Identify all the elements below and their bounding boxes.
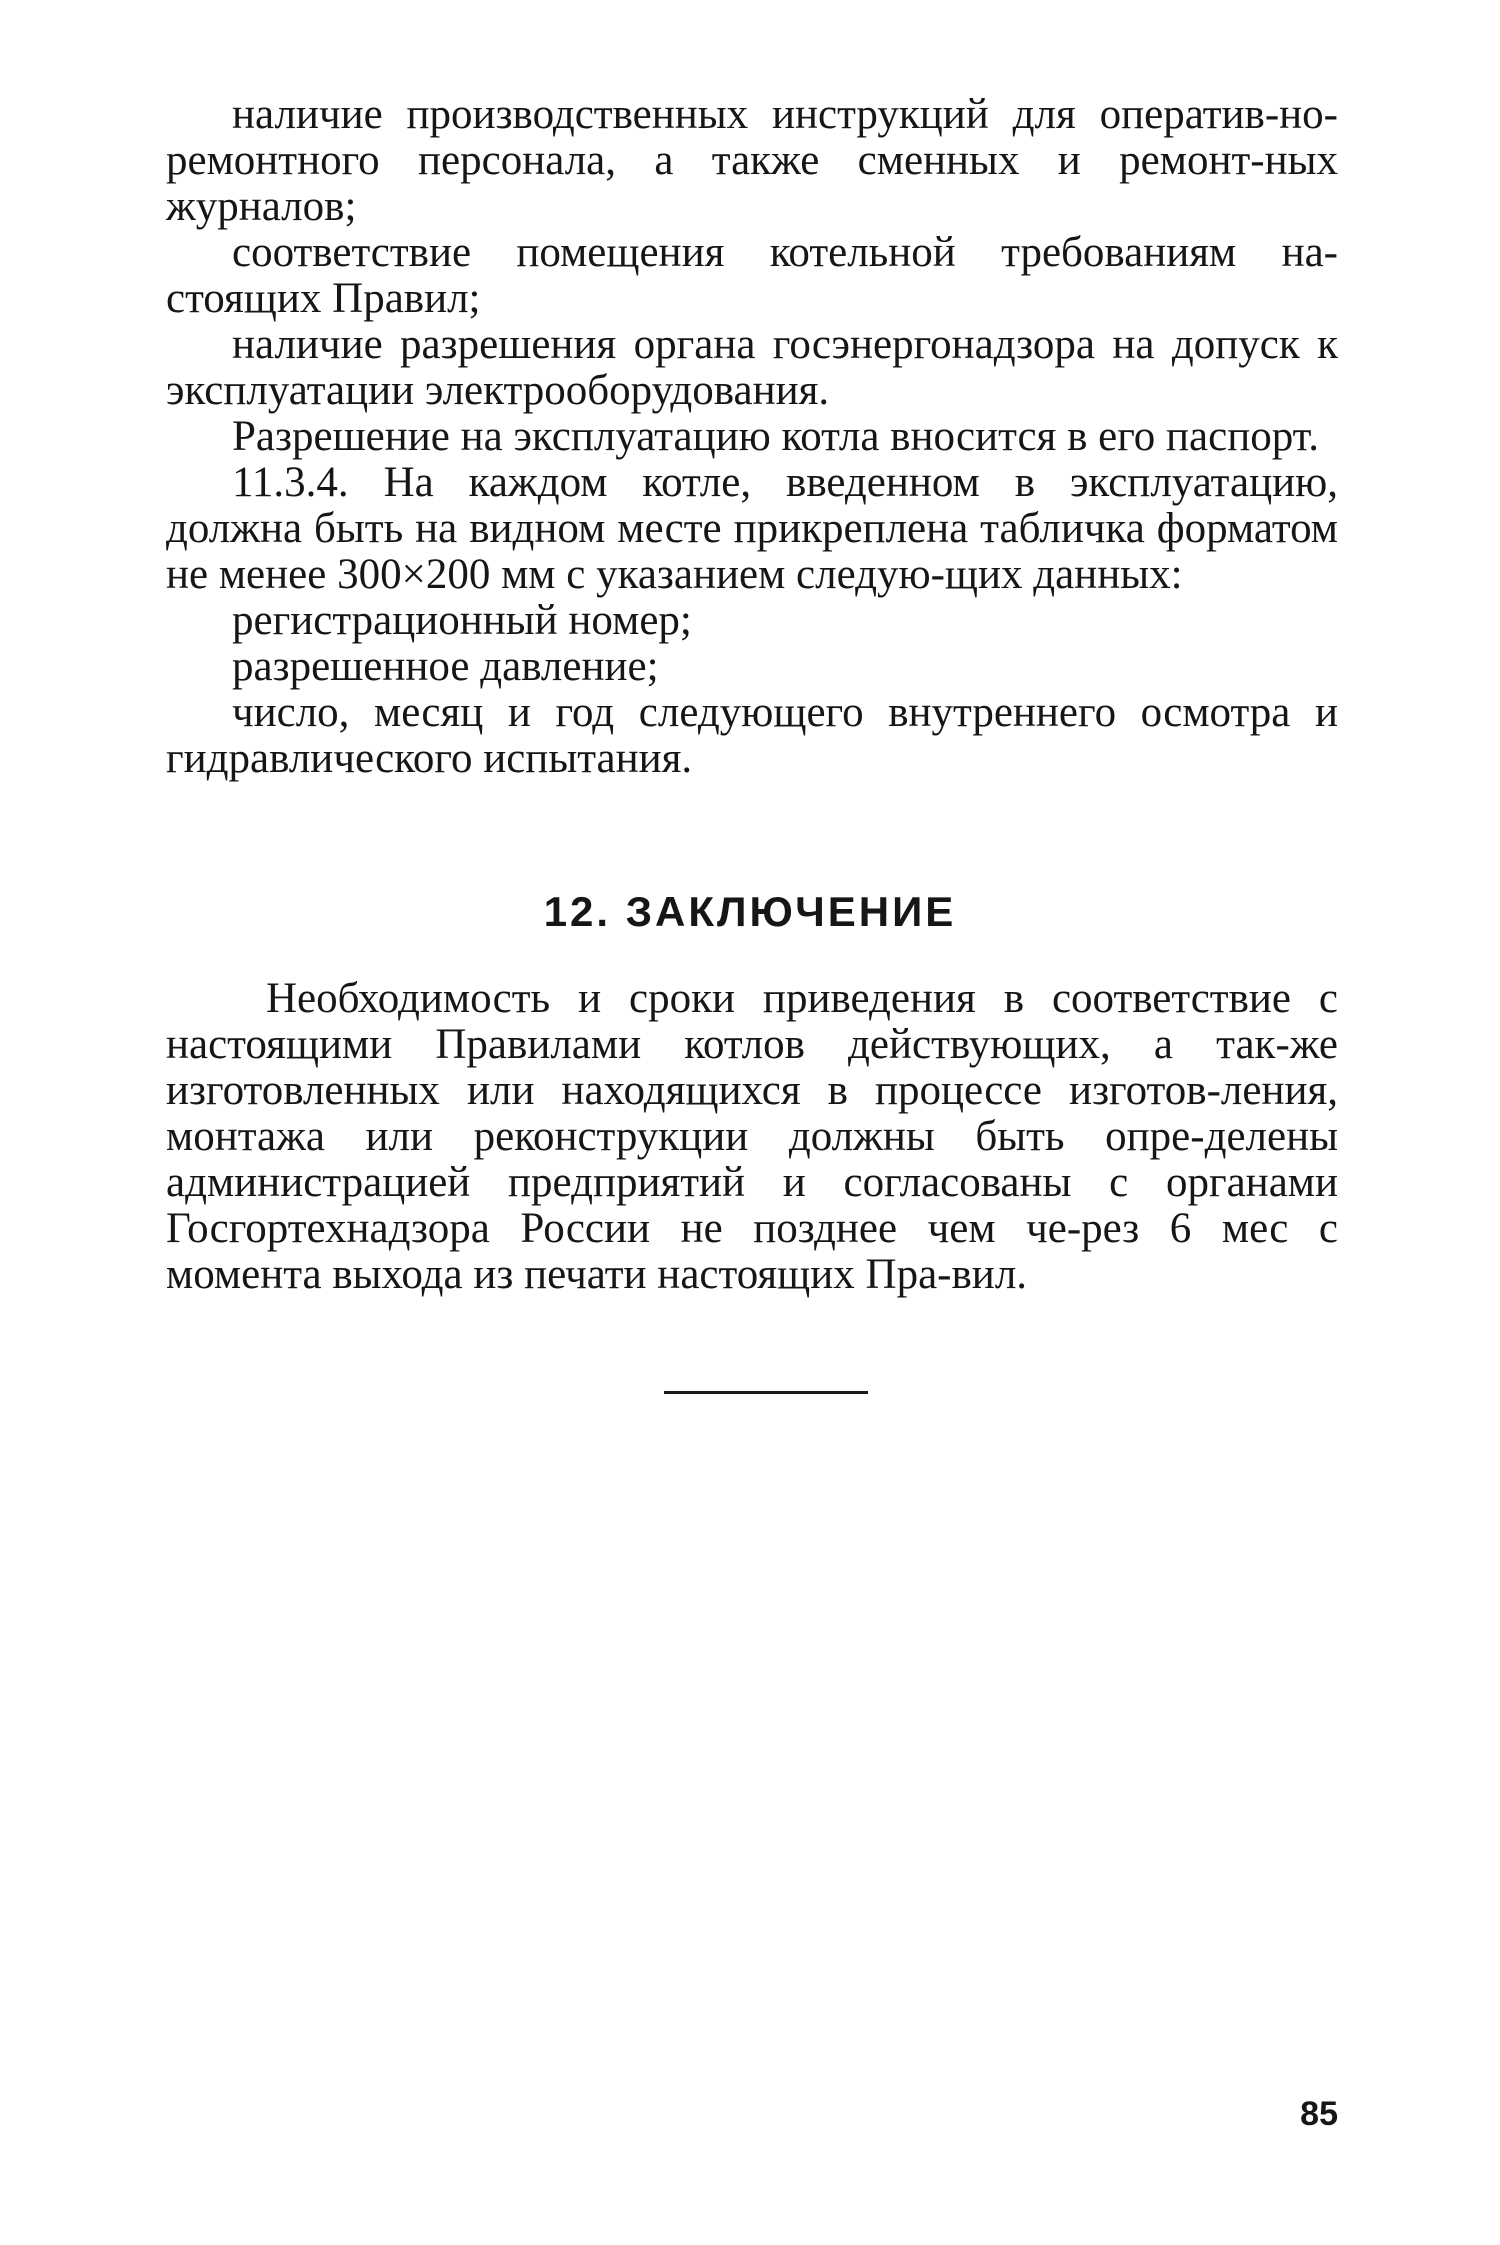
paragraph-permission: наличие разрешения органа госэнергонадзора на допуск к эксплуатации электрооборудования. [166,321,1338,414]
page-number: 85 [1300,2095,1338,2133]
section-heading: 12. ЗАКЛЮЧЕНИЕ [543,888,957,935]
list-item-allowed-pressure: разрешенное давление; [232,643,659,690]
paragraph-boiler-room: соответствие помещения котельной требованиям на-стоящих Правил; [166,229,1338,322]
end-divider [664,1391,868,1394]
conclusion-paragraph: Необходимость и сроки приведения в соответствие с настоящими Правилами котлов действующих, а так-же изготовленных или находящихся в процессе изготов-ления, монтажа или реконструкции должны быть опре-делены администрацией предприятий и согласованы с органами Госгортехнадзора России не позднее чем че-рез 6 мес с момента выхода из печати настоящих Пра-вил. [166,975,1338,1298]
paragraph-passport: Разрешение на эксплуатацию котла вносится в его паспорт. [232,413,1319,460]
continued-list [166,92,1338,782]
list-item-registration-number: регистрационный номер; [232,597,692,644]
paragraph-instructions: наличие производственных инструкций для оператив-но-ремонтного персонала, а также сменных и ремонт-ных журналов; [166,91,1338,230]
list-item-next-inspection: число, месяц и год следующего внутреннего осмотра и гидравлического испытания. [166,689,1338,782]
section-body [166,976,1338,1298]
paragraph-11-3-4: 11.3.4. На каждом котле, введенном в эксплуатацию, должна быть на видном месте прикреплена табличка форматом не менее 300×200 мм с указанием следую-щих данных: [166,459,1338,598]
